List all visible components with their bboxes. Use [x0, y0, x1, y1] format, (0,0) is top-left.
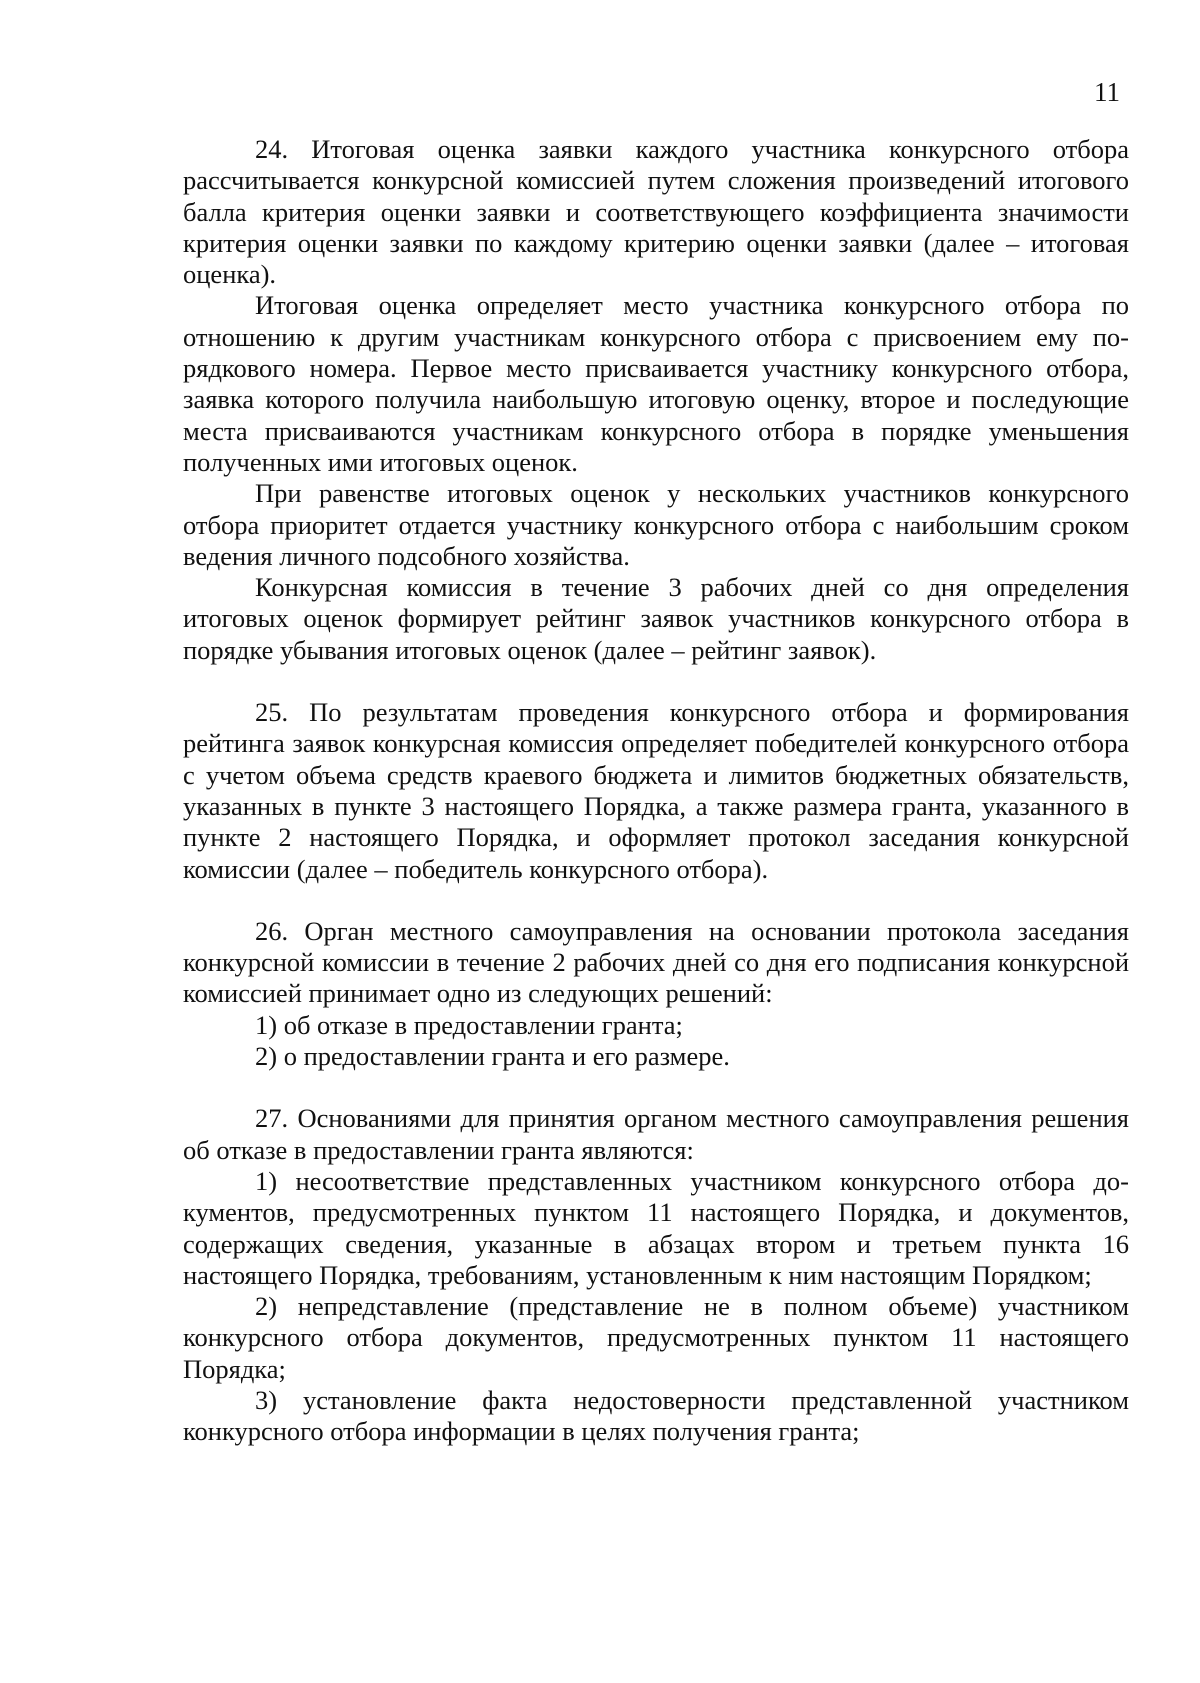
paragraph-item-27-intro: 27. Основаниями для принятия органом местного самоуправления решения об отказе в предоставлении гранта являются: — [183, 1103, 1129, 1165]
list-item-document-mismatch: 1) несоответствие представленных участником конкурсного отбора документов, предусмотренных пунктом 11 настоящего Порядка, и документов, содержащих сведения, указанные в абзацах втором и третьем пункта 16 настоящего Порядка, требованиям, установленным к ним настоящим Порядком; — [183, 1165, 1129, 1290]
paragraph-ranking-placement: Итоговая оценка определяет место участника конкурсного отбора по отношению к другим участникам конкурсного отбора с присвоением ему порядкового номера. Первое место присваивается участнику конкурсного отбора, заявка которого получила наибольшую итоговую оценку, второе и последующие места присваиваются участникам конкурсного отбора в порядке уменьшения полученных ими итоговых оценок. — [183, 290, 1129, 477]
list-item-refusal: 1) об отказе в предоставлении гранта; — [255, 1009, 683, 1040]
section-spacer — [183, 1072, 1129, 1103]
page-number: 11 — [1094, 77, 1120, 107]
list-item-false-information: 3) установление факта недостоверности представленной участником конкурсного отбора информации в целях получения гранта; — [183, 1384, 1129, 1447]
section-item-24 — [183, 134, 1129, 666]
paragraph-item-24-intro: 24. Итоговая оценка заявки каждого участника конкурсного отбора рассчитывается конкурсной комиссией путем сложения произведений итогового балла критерия оценки заявки и соответствующего коэффициента значимости критерия оценки заявки по каждому критерию оценки заявки (далее – итоговая оценка). — [183, 134, 1129, 290]
section-item-25 — [183, 697, 1129, 885]
section-item-27 — [183, 1103, 1129, 1447]
list-item-grant-size: 2) о предоставлении гранта и его размере. — [255, 1041, 730, 1072]
section-item-26 — [183, 916, 1129, 1072]
section-spacer — [183, 666, 1129, 697]
paragraph-item-26-intro: 26. Орган местного самоуправления на основании протокола заседания конкурсной комиссии в течение 2 рабочих дней со дня его подписания конкурсной комиссией принимает одно из следующих решений: — [183, 915, 1129, 1009]
paragraph-equal-scores: При равенстве итоговых оценок у нескольких участников конкурсного отбора приоритет отдается участнику конкурсного отбора с наибольшим сроком ведения личного подсобного хозяйства. — [183, 478, 1129, 571]
list-item-document-absence: 2) непредставление (представление не в полном объеме) участником конкурсного отбора документов, предусмотренных пунктом 11 настоящего Порядка; — [183, 1291, 1129, 1384]
paragraph-item-25: 25. По результатам проведения конкурсного отбора и формирования рейтинга заявок конкурсная комиссия определяет победителей конкурсного отбора с учетом объема средств краевого бюджета и лимитов бюджетных обязательств, указанных в пункте 3 настоящего Порядка, а также размера гранта, указанного в пункте 2 настоящего Порядка, и оформляет протокол заседания конкурсной комиссии (далее – победитель конкурсного отбора). — [183, 697, 1129, 884]
paragraph-rating-formation: Конкурсная комиссия в течение 3 рабочих дней со дня определения итоговых оценок формирует рейтинг заявок участников конкурсного отбора в порядке убывания итоговых оценок (далее – рейтинг заявок). — [183, 572, 1129, 665]
document-body — [183, 134, 1129, 1448]
section-spacer — [183, 885, 1129, 916]
